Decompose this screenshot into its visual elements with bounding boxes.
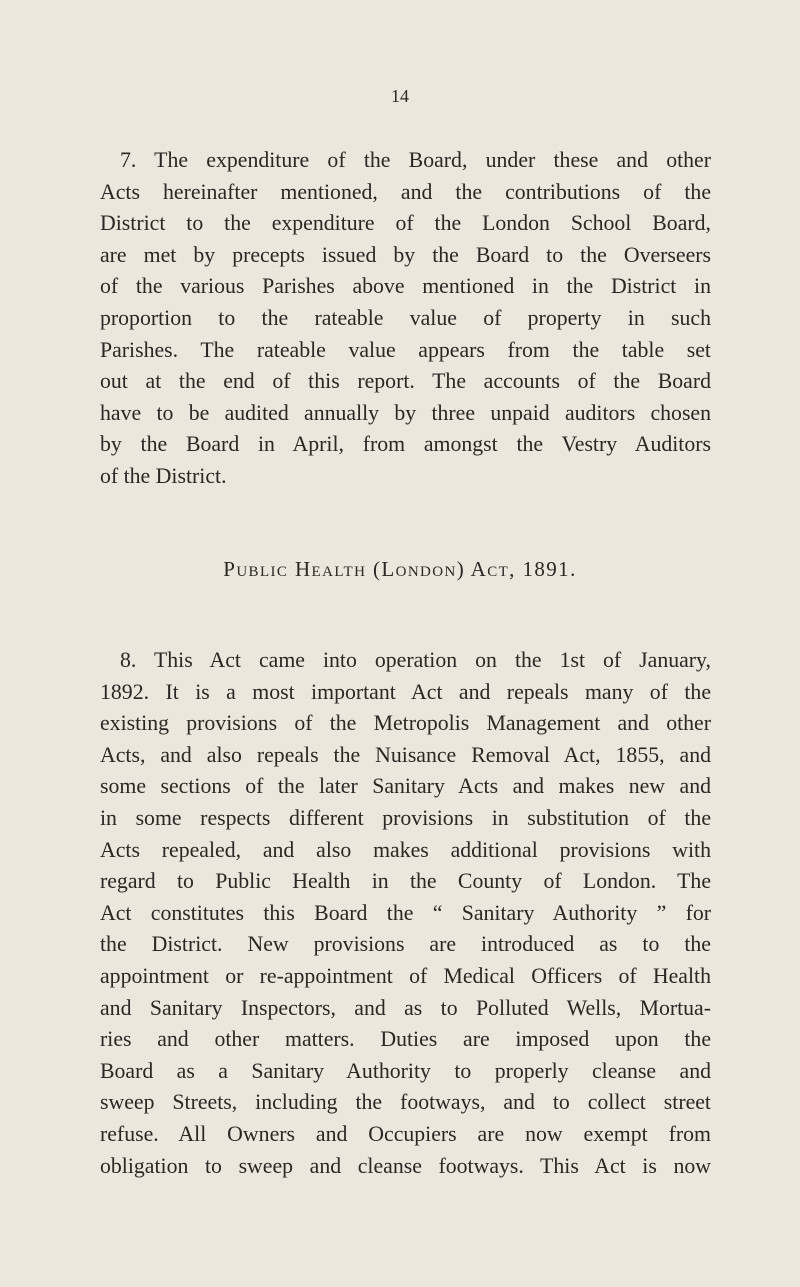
text-line: the District. New provisions are introduced as to the (100, 932, 711, 957)
paragraph-8 (100, 645, 711, 1182)
text-line: appointment or re-appointment of Medical Officers of Health (100, 963, 711, 988)
text-line: Acts, and also repeals the Nuisance Removal Act, 1855, and (100, 742, 711, 767)
text-line: Act constitutes this Board the “ Sanitary Authority ” for (100, 900, 711, 925)
text-line: 7. The expenditure of the Board, under these and other (120, 148, 711, 172)
text-line: existing provisions of the Metropolis Management and other (100, 711, 711, 736)
text-line: refuse. All Owners and Occupiers are now exempt from (100, 1121, 711, 1146)
text-line: sweep Streets, including the footways, and to collect street (100, 1090, 711, 1115)
text-line: regard to Public Health in the County of London. The (100, 869, 711, 894)
text-line: 8. This Act came into operation on the 1st of January, (120, 648, 711, 672)
text-line: obligation to sweep and cleanse footways. This Act is now (100, 1153, 711, 1178)
text-line: ries and other matters. Duties are imposed upon the (100, 1027, 711, 1052)
text-line: in some respects different provisions in substitution of the (100, 805, 711, 830)
text-line: of the District. (100, 463, 227, 488)
text-line: are met by precepts issued by the Board to the Overseers (100, 242, 711, 267)
text-line: District to the expenditure of the London School Board, (100, 211, 711, 236)
text-line: out at the end of this report. The accounts of the Board (100, 369, 711, 394)
text-line: of the various Parishes above mentioned in the District in (100, 274, 711, 299)
text-line: have to be audited annually by three unpaid auditors chosen (100, 400, 711, 425)
text-line: Board as a Sanitary Authority to properly cleanse and (100, 1058, 711, 1083)
text-line: Acts repealed, and also makes additional provisions with (100, 837, 711, 862)
text-line: and Sanitary Inspectors, and as to Polluted Wells, Mortua- (100, 995, 711, 1020)
text-line: 1892. It is a most important Act and repeals many of the (100, 679, 711, 704)
text-line: some sections of the later Sanitary Acts and makes new and (100, 774, 711, 799)
section-heading: Public Health (London) Act, 1891. (223, 557, 577, 581)
page-number: 14 (391, 86, 409, 106)
paragraph-7 (100, 145, 711, 493)
text-line: proportion to the rateable value of property in such (100, 305, 711, 330)
text-line: by the Board in April, from amongst the Vestry Auditors (100, 432, 711, 457)
text-line: Acts hereinafter mentioned, and the contributions of the (100, 179, 711, 204)
text-line: Parishes. The rateable value appears from the table set (100, 337, 711, 362)
